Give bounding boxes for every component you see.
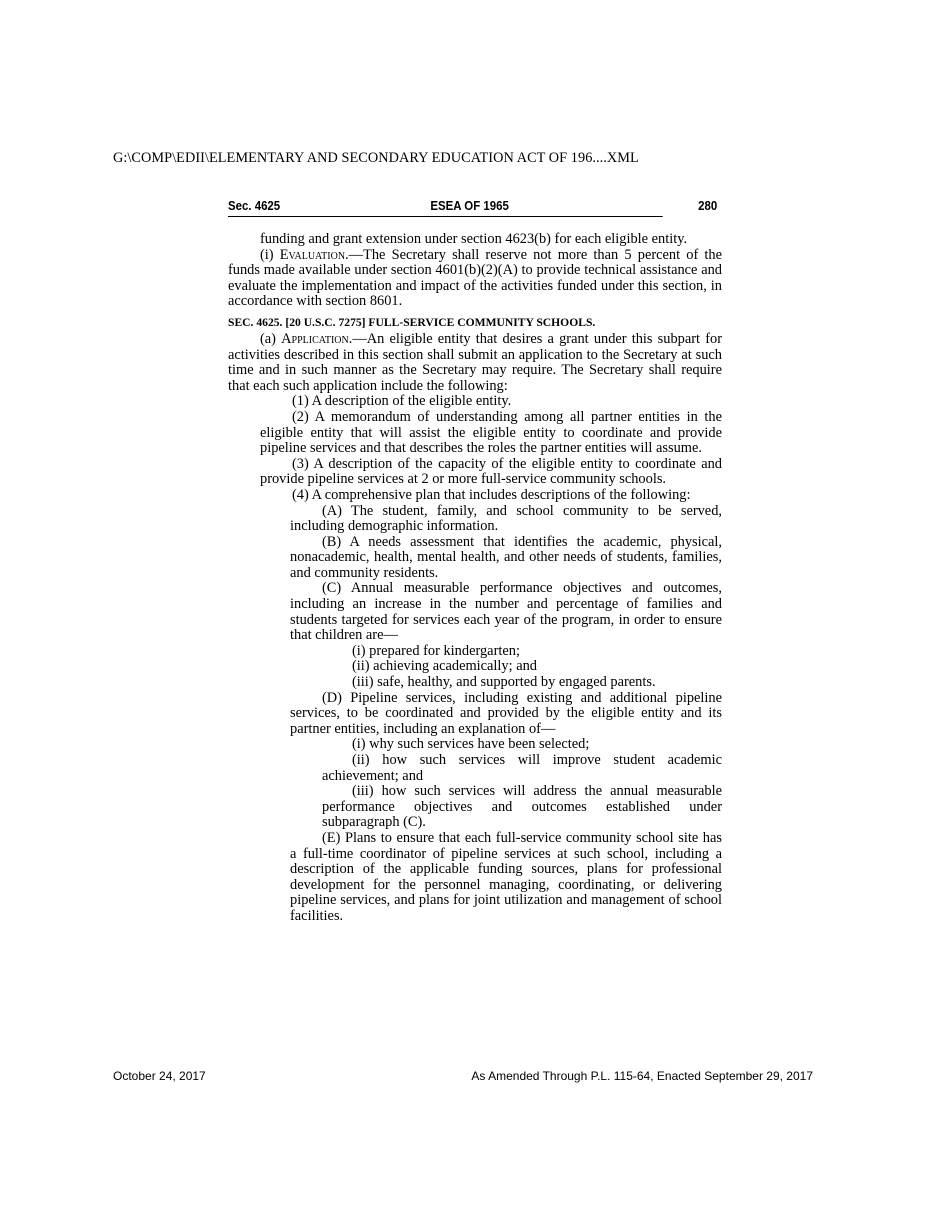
paragraph-continuation: funding and grant extension under section 4623(b) for each eligible entity. [260, 231, 688, 247]
subparagraph-A: (A) The student, family, and school community to be served, including demographic information. [290, 502, 722, 535]
running-head-section: Sec. 4625 [228, 198, 281, 213]
clause-D-i: (i) why such services have been selected; [352, 736, 590, 753]
subsection-text: .—An eligible entity that desires a grant under this subpart for activities described in this section shall submit an application to the Secretary at such time and in such manner as the Secretary may require. The Secretary shall require that each such application include the following: [228, 330, 722, 394]
document-body [228, 232, 722, 925]
subsection-heading: Application [281, 330, 349, 347]
subsection-text: .—The Secretary shall reserve not more than 5 percent of the funds made available under section 4601(b)(2)(A) to provide technical assistance and evaluate the implementation and impact of the activities funded under this section, in accordance with section 8601. [228, 246, 722, 310]
clause-D-iii: (iii) how such services will address the annual measurable performance objectives and outcomes established under subparagraph (C). [322, 783, 722, 831]
footer-date: October 24, 2017 [113, 1069, 206, 1083]
paragraph-1: (1) A description of the eligible entity. [292, 393, 512, 410]
section-heading: SEC. 4625. [20 U.S.C. 7275] FULL-SERVICE COMMUNITY SCHOOLS. [228, 315, 596, 329]
subparagraph-D: (D) Pipeline services, including existing and additional pipeline services, to be coordinated and provided by the eligible entity and its partner entities, including an explanation of— [290, 689, 722, 737]
clause-C-ii: (ii) achieving academically; and [352, 658, 537, 675]
subsection-heading: Evaluation [279, 246, 346, 263]
page-number: 280 [698, 198, 718, 213]
paragraph-4: (4) A comprehensive plan that includes descriptions of the following: [292, 486, 691, 503]
clause-C-i: (i) prepared for kindergarten; [352, 642, 520, 659]
paragraph-3: (3) A description of the capacity of the eligible entity to coordinate and provide pipeline services at 2 or more full-service community schools. [260, 455, 722, 488]
subparagraph-B: (B) A needs assessment that identifies the academic, physical, nonacademic, health, mental health, and other needs of students, families, and community residents. [290, 533, 722, 581]
subsection-label: (i) [260, 246, 280, 263]
running-head [228, 198, 718, 217]
subsection-label: (a) [260, 330, 282, 347]
file-path-header: G:\COMP\EDII\ELEMENTARY AND SECONDARY EDUCATION ACT OF 196....XML [113, 150, 639, 166]
running-head-title: ESEA OF 1965 [430, 198, 509, 213]
subparagraph-E: (E) Plans to ensure that each full-service community school site has a full-time coordinator of pipeline services at such school, including a description of the applicable funding sources, plans for professional development for the personnel managing, coordinating, or delivering pipeline services, and plans for joint utilization and management of school facilities. [290, 829, 722, 924]
subsection-a-application [228, 332, 722, 394]
paragraph-2: (2) A memorandum of understanding among all partner entities in the eligible entity that will assist the eligible entity to coordinate and provide pipeline services and that describes the roles the partner entities will assume. [260, 408, 722, 457]
subsection-i-evaluation [228, 248, 722, 310]
subparagraph-C: (C) Annual measurable performance objectives and outcomes, including an increase in the number and percentage of families and students targeted for services each year of the program, in order to ensure that children are— [290, 580, 722, 644]
footer-amended-through: As Amended Through P.L. 115-64, Enacted September 29, 2017 [471, 1069, 813, 1083]
clause-C-iii: (iii) safe, healthy, and supported by engaged parents. [352, 674, 656, 691]
clause-D-ii: (ii) how such services will improve student academic achievement; and [322, 752, 722, 784]
